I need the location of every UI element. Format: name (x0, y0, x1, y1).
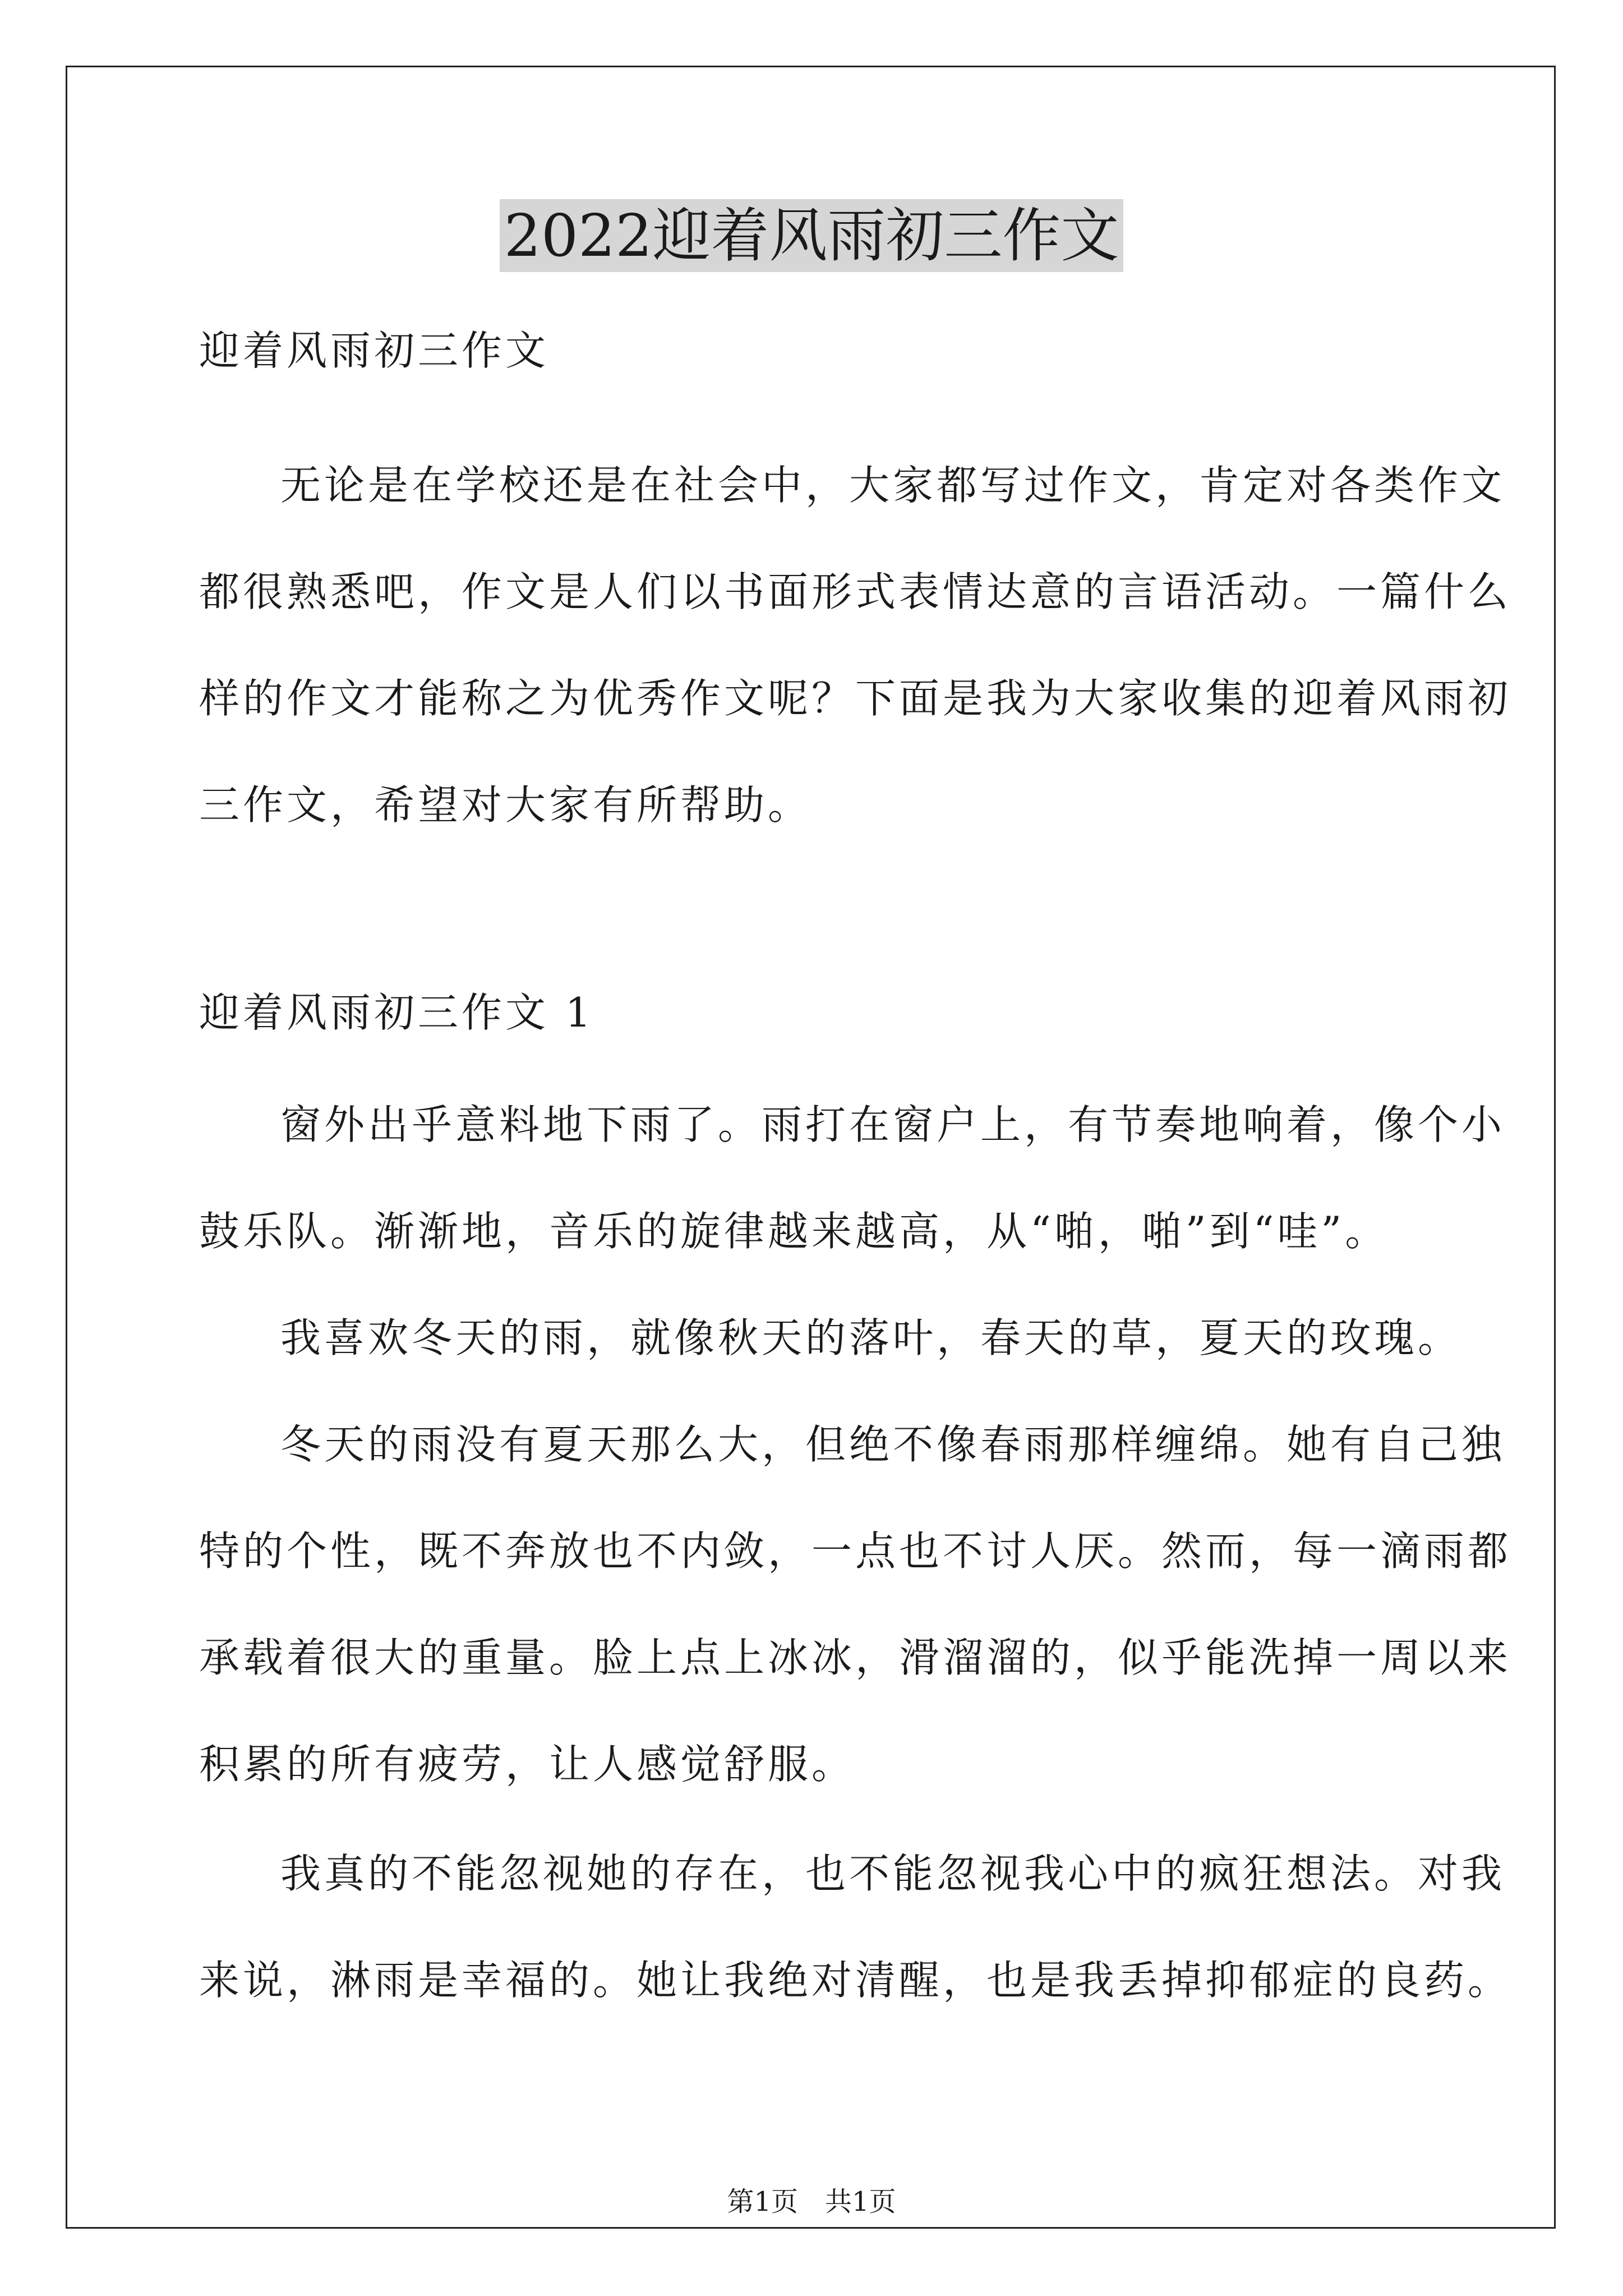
section-heading: 迎着风雨初三作文 (199, 327, 550, 374)
section-heading: 迎着风雨初三作文 1 (199, 989, 594, 1036)
paragraph-line: 窗外出乎意料地下雨了。雨打在窗户上，有节奏地响着，像个小 (280, 1101, 1506, 1148)
paragraph-line: 我喜欢冬天的雨，就像秋天的落叶，春天的草，夏天的玫瑰。 (280, 1314, 1462, 1361)
paragraph-line: 来说，淋雨是幸福的。她让我绝对清醒，也是我丢掉抑郁症的良药。 (199, 1957, 1512, 2004)
paragraph-line: 都很熟悉吧，作文是人们以书面形式表情达意的言语活动。一篇什么 (199, 568, 1512, 615)
paragraph-line: 承载着很大的重量。脸上点上冰冰，滑溜溜的，似乎能洗掉一周以来 (199, 1634, 1512, 1681)
paragraph-line: 鼓乐队。渐渐地，音乐的旋律越来越高，从“啪，啪”到“哇”。 (199, 1208, 1389, 1255)
paragraph-line: 三作文，希望对大家有所帮助。 (199, 781, 812, 829)
paragraph-line: 样的作文才能称之为优秀作文呢？下面是我为大家收集的迎着风雨初 (199, 675, 1512, 722)
paragraph-line: 积累的所有疲劳，让人感觉舒服。 (199, 1741, 856, 1788)
paragraph-line: 我真的不能忽视她的存在，也不能忽视我心中的疯狂想法。对我 (280, 1850, 1506, 1897)
title-text: 2022迎着风雨初三作文 (500, 199, 1124, 272)
paragraph-line: 特的个性，既不奔放也不内敛，一点也不讨人厌。然而，每一滴雨都 (199, 1527, 1512, 1575)
document-title (0, 196, 1623, 275)
paragraph-line: 冬天的雨没有夏天那么大，但绝不像春雨那样缠绵。她有自己独 (280, 1421, 1506, 1468)
page-footer: 第1页 共1页 (727, 2186, 896, 2217)
paragraph-line: 无论是在学校还是在社会中，大家都写过作文，肯定对各类作文 (280, 462, 1506, 509)
